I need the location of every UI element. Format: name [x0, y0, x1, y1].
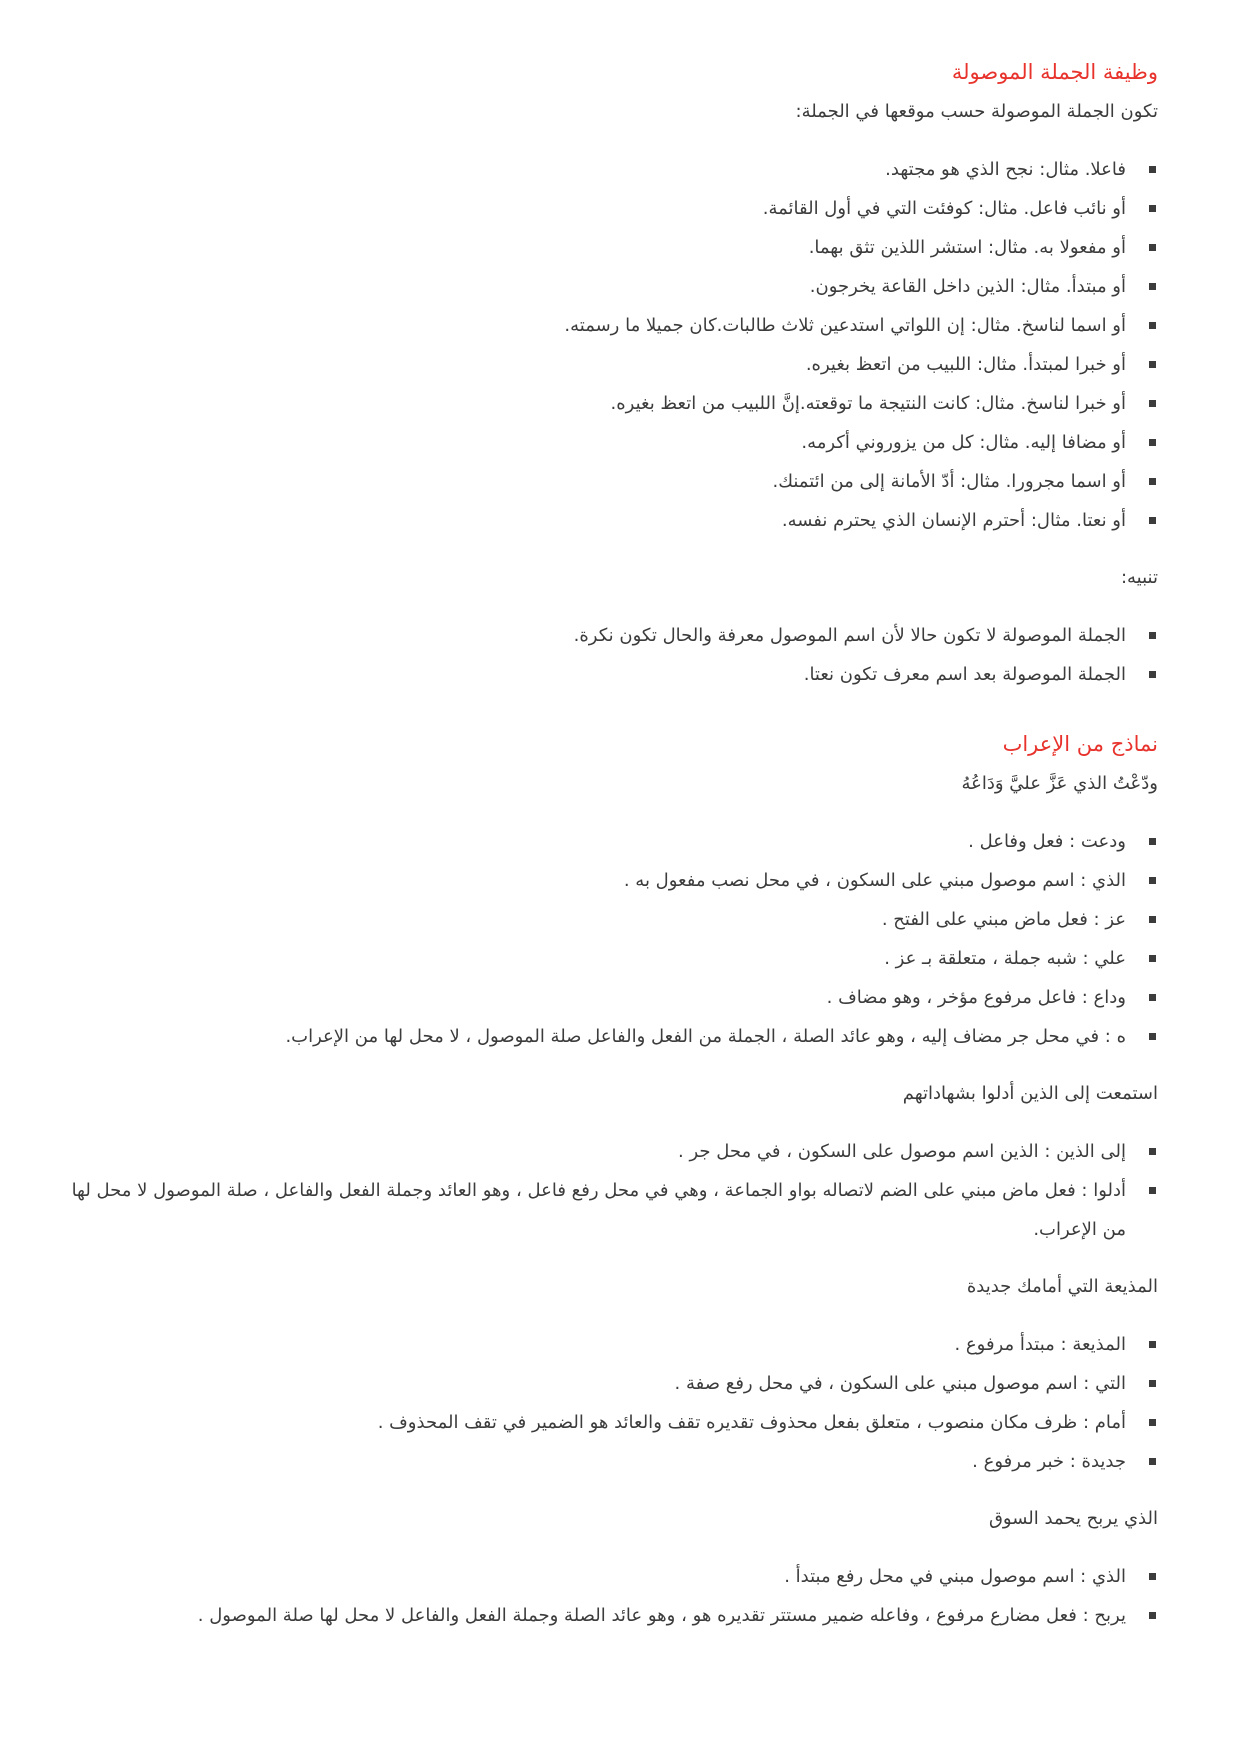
- list-item: وداع : فاعل مرفوع مؤخر ، وهو مضاف .: [68, 978, 1158, 1017]
- example-sentence: المذيعة التي أمامك جديدة: [966, 1276, 1158, 1297]
- square-bullet-icon: [1149, 877, 1156, 884]
- square-bullet-icon: [1149, 205, 1156, 212]
- square-bullet-icon: [1149, 1148, 1156, 1155]
- square-bullet-icon: [1149, 283, 1156, 290]
- parsing-list: [68, 1557, 1158, 1635]
- square-bullet-icon: [1149, 1458, 1156, 1465]
- list-item: يربح : فعل مضارع مرفوع ، وفاعله ضمير مستتر تقديره هو ، وهو عائد الصلة وجملة الفعل والفاعل لا محل لها صلة الموصول .: [68, 1596, 1158, 1635]
- square-bullet-icon: [1149, 1341, 1156, 1348]
- function-section-intro: تكون الجملة الموصولة حسب موقعها في الجملة:: [795, 101, 1158, 122]
- list-item: التي : اسم موصول مبني على السكون ، في محل رفع صفة .: [68, 1364, 1158, 1403]
- square-bullet-icon: [1149, 955, 1156, 962]
- note-label: تنبيه:: [1120, 567, 1158, 588]
- list-item: أو اسما مجرورا. مثال: أدّ الأمانة إلى من ائتمنك.: [68, 462, 1158, 501]
- square-bullet-icon: [1149, 1419, 1156, 1426]
- list-item: الذي : اسم موصول مبني على السكون ، في محل نصب مفعول به .: [68, 861, 1158, 900]
- square-bullet-icon: [1149, 1573, 1156, 1580]
- square-bullet-icon: [1149, 1187, 1156, 1194]
- list-item: ه : في محل جر مضاف إليه ، وهو عائد الصلة ، الجملة من الفعل والفاعل صلة الموصول ، لا محل لها من الإعراب.: [68, 1017, 1158, 1056]
- parsing-list: [68, 1132, 1158, 1249]
- square-bullet-icon: [1149, 166, 1156, 173]
- list-item: علي : شبه جملة ، متعلقة بـ عز .: [68, 939, 1158, 978]
- square-bullet-icon: [1149, 1612, 1156, 1619]
- list-item: فاعلا. مثال: نجح الذي هو مجتهد.: [68, 150, 1158, 189]
- parsing-list: [68, 822, 1158, 1056]
- square-bullet-icon: [1149, 916, 1156, 923]
- function-section-heading: وظيفة الجملة الموصولة: [951, 60, 1158, 84]
- roles-list: [68, 150, 1158, 540]
- square-bullet-icon: [1149, 838, 1156, 845]
- square-bullet-icon: [1149, 632, 1156, 639]
- square-bullet-icon: [1149, 361, 1156, 368]
- list-item: أو مفعولا به. مثال: استشر اللذين تثق بهما.: [68, 228, 1158, 267]
- list-item: عز : فعل ماض مبني على الفتح .: [68, 900, 1158, 939]
- list-item: إلى الذين : الذين اسم موصول على السكون ، في محل جر .: [68, 1132, 1158, 1171]
- square-bullet-icon: [1149, 1380, 1156, 1387]
- square-bullet-icon: [1149, 994, 1156, 1001]
- list-item: أو مضافا إليه. مثال: كل من يزوروني أكرمه.: [68, 423, 1158, 462]
- square-bullet-icon: [1149, 671, 1156, 678]
- square-bullet-icon: [1149, 400, 1156, 407]
- list-item: جديدة : خبر مرفوع .: [68, 1442, 1158, 1481]
- list-item: أو خبرا لناسخ. مثال: كانت النتيجة ما توقعته.إنَّ اللبيب من اتعظ بغيره.: [68, 384, 1158, 423]
- square-bullet-icon: [1149, 478, 1156, 485]
- list-item: أو نعتا. مثال: أحترم الإنسان الذي يحترم نفسه.: [68, 501, 1158, 540]
- square-bullet-icon: [1149, 322, 1156, 329]
- list-item: أو نائب فاعل. مثال: كوفئت التي في أول القائمة.: [68, 189, 1158, 228]
- example-sentence: ودّعْتُ الذي عَزَّ عليَّ وَدَاعُهُ: [961, 773, 1158, 794]
- parsing-list: [68, 1325, 1158, 1481]
- square-bullet-icon: [1149, 1033, 1156, 1040]
- square-bullet-icon: [1149, 439, 1156, 446]
- square-bullet-icon: [1149, 244, 1156, 251]
- list-item: أمام : ظرف مكان منصوب ، متعلق بفعل محذوف تقديره تقف والعائد هو الضمير في تقف المحذوف .: [68, 1403, 1158, 1442]
- parsing-section-heading: نماذج من الإعراب: [1002, 732, 1158, 756]
- list-item: ودعت : فعل وفاعل .: [68, 822, 1158, 861]
- notes-list: [68, 616, 1158, 694]
- list-item: أو مبتدأ. مثال: الذين داخل القاعة يخرجون.: [68, 267, 1158, 306]
- list-item: المذيعة : مبتدأ مرفوع .: [68, 1325, 1158, 1364]
- square-bullet-icon: [1149, 517, 1156, 524]
- list-item: الجملة الموصولة بعد اسم معرف تكون نعتا.: [68, 655, 1158, 694]
- list-item: أو اسما لناسخ. مثال: إن اللواتي استدعين ثلاث طالبات.كان جميلا ما رسمته.: [68, 306, 1158, 345]
- list-item: الجملة الموصولة لا تكون حالا لأن اسم الموصول معرفة والحال تكون نكرة.: [68, 616, 1158, 655]
- example-sentence: الذي يربح يحمد السوق: [988, 1508, 1158, 1529]
- list-item: أو خبرا لمبتدأ. مثال: اللبيب من اتعظ بغيره.: [68, 345, 1158, 384]
- document-page: [68, 52, 1158, 1635]
- example-sentence: استمعت إلى الذين أدلوا بشهاداتهم: [902, 1083, 1158, 1104]
- list-item: الذي : اسم موصول مبني في محل رفع مبتدأ .: [68, 1557, 1158, 1596]
- list-item: أدلوا : فعل ماض مبني على الضم لاتصاله بواو الجماعة ، وهي في محل رفع فاعل ، وهو العائد وجملة الفعل والفاعل ، صلة الموصول لا محل لها من الإعراب.: [68, 1171, 1158, 1249]
